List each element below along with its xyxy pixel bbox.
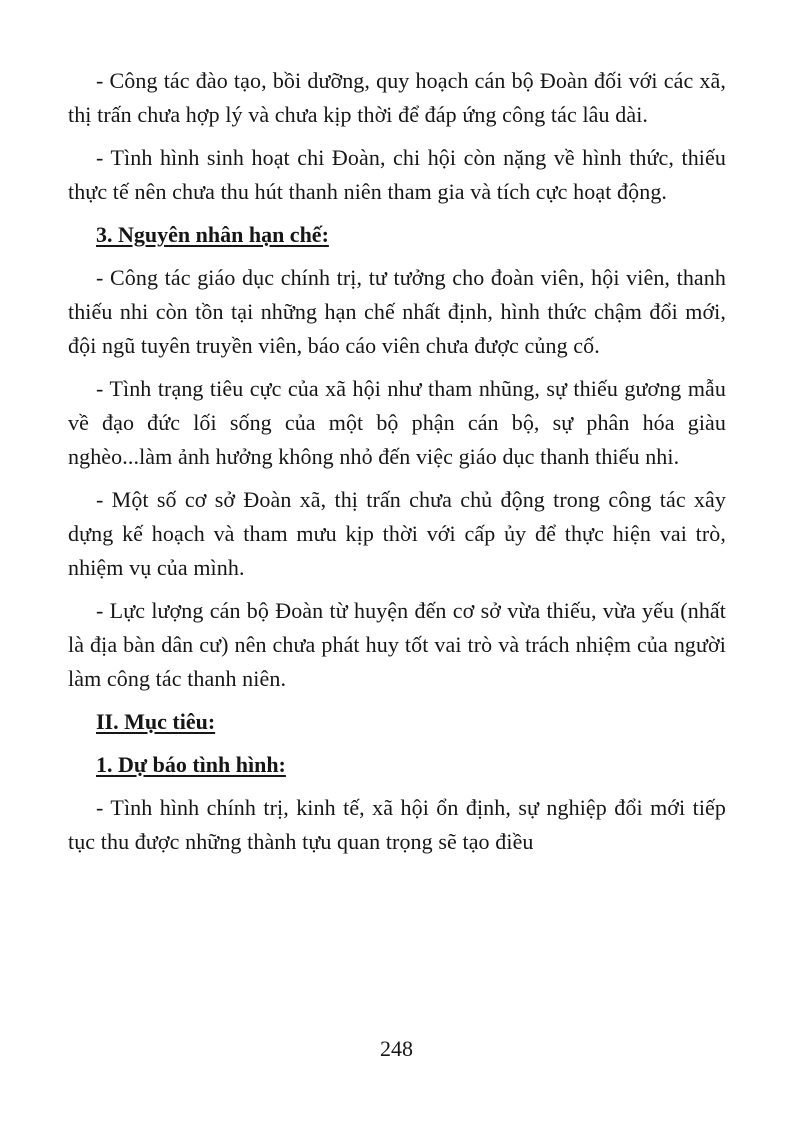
paragraph-planning-initiative: - Một số cơ sở Đoàn xã, thị trấn chưa chủ động trong công tác xây dựng kế hoạch và tham mưu kịp thời với cấp ủy để thực hiện vai trò, nhiệm vụ của mình. xyxy=(68,487,726,580)
section-heading-objectives: II. Mục tiêu: xyxy=(96,709,216,734)
paragraph-political-education: - Công tác giáo dục chính trị, tư tưởng cho đoàn viên, hội viên, thanh thiếu nhi còn tồn tại những hạn chế nhất định, hình thức chậm đổi mới, đội ngũ tuyên truyền viên, báo cáo viên chưa được củng cố. xyxy=(68,265,726,358)
section-heading-forecast: 1. Dự báo tình hình: xyxy=(96,752,286,777)
paragraph-social-negativity: - Tình trạng tiêu cực của xã hội như tham nhũng, sự thiếu gương mẫu về đạo đức lối sống của một bộ phận cán bộ, sự phân hóa giàu nghèo...làm ảnh hưởng không nhỏ đến việc giáo dục thanh thiếu nhi. xyxy=(68,376,726,469)
page-body xyxy=(68,64,726,868)
paragraph-training-cadres: - Công tác đào tạo, bồi dưỡng, quy hoạch cán bộ Đoàn đối với các xã, thị trấn chưa hợp lý và chưa kịp thời để đáp ứng công tác lâu dài. xyxy=(68,68,726,127)
paragraph-branch-activities: - Tình hình sinh hoạt chi Đoàn, chi hội còn nặng về hình thức, thiếu thực tế nên chưa thu hút thanh niên tham gia và tích cực hoạt động. xyxy=(68,145,726,204)
paragraph-situation-forecast: - Tình hình chính trị, kinh tế, xã hội ổn định, sự nghiệp đổi mới tiếp tục thu được những thành tựu quan trọng sẽ tạo điều xyxy=(68,795,726,854)
section-heading-causes: 3. Nguyên nhân hạn chế: xyxy=(96,222,329,247)
page-number: 248 xyxy=(380,1036,413,1061)
paragraph-cadre-force: - Lực lượng cán bộ Đoàn từ huyện đến cơ sở vừa thiếu, vừa yếu (nhất là địa bàn dân cư) nên chưa phát huy tốt vai trò và trách nhiệm của người làm công tác thanh niên. xyxy=(68,598,726,691)
